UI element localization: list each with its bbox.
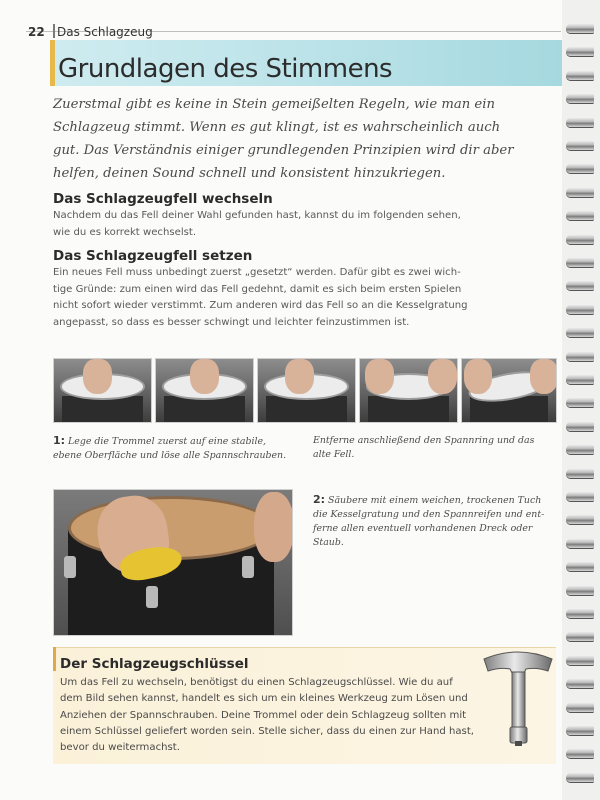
binding-ring	[566, 235, 594, 244]
text-line: dem Bild sehen kannst, handelt es sich um ein kleines Werkzeug zum Lösen und	[60, 693, 468, 705]
binding-ring	[566, 562, 594, 571]
intro-line: helfen, deinen Sound schnell und konsistent hinzukriegen.	[53, 166, 446, 181]
caption-line: ferne allen eventuell vorhandenen Dreck oder	[313, 523, 533, 534]
step-number: 1:	[53, 434, 66, 447]
binding-ring	[566, 398, 594, 407]
text-line: tige Gründe: zum einen wird das Fell gedehnt, damit es sich beim ersten Spielen	[53, 283, 462, 295]
intro-paragraph	[53, 93, 548, 185]
step-photo-4	[359, 358, 458, 423]
binding-ring	[566, 94, 594, 103]
caption-step-2	[313, 493, 553, 550]
binding-ring	[566, 24, 594, 33]
binding-ring	[566, 586, 594, 595]
section-text-change-head	[53, 208, 545, 241]
binding-ring	[566, 118, 594, 127]
section-heading-seat-head: Das Schlagzeugfell setzen	[53, 248, 253, 264]
binding-ring	[566, 679, 594, 688]
caption-line: alte Fell.	[313, 449, 355, 460]
binding-ring	[566, 141, 594, 150]
caption-line: Lege die Trommel zuerst auf eine stabile,	[68, 436, 267, 447]
caption-line: Säubere mit einem weichen, trockenen Tuch	[328, 495, 542, 506]
tip-box-text	[60, 675, 510, 756]
binding-ring	[566, 726, 594, 735]
text-line: Nachdem du das Fell deiner Wahl gefunden hast, kannst du im folgenden sehen,	[53, 210, 461, 221]
binding-ring	[566, 258, 594, 267]
drum-key-icon	[478, 645, 558, 750]
binding-ring	[566, 445, 594, 454]
tip-box-heading: Der Schlagzeugschlüssel	[60, 656, 249, 672]
binding-ring	[566, 352, 594, 361]
intro-line: gut. Das Verständnis einiger grundlegenden Prinzipien wird dir aber	[53, 143, 514, 158]
binding-ring	[566, 211, 594, 220]
caption-line: Entferne anschließend den Spannring und das	[313, 435, 535, 446]
tip-box-accent	[53, 647, 56, 671]
binding-ring	[566, 609, 594, 618]
text-line: angepasst, so dass es besser schwingt und leichter feinzustimmen ist.	[53, 316, 410, 328]
intro-line: Zuerstmal gibt es keine in Stein gemeißelten Regeln, wie man ein	[53, 97, 495, 112]
binding-ring	[566, 328, 594, 337]
caption-step-1b	[313, 434, 553, 462]
section-text-seat-head	[53, 265, 545, 331]
binding-ring	[566, 47, 594, 56]
binding-ring	[566, 281, 594, 290]
title-accent-bar	[50, 40, 55, 86]
binding-ring	[566, 515, 594, 524]
binding-ring	[566, 749, 594, 758]
binding-ring	[566, 71, 594, 80]
step-number: 2:	[313, 493, 326, 506]
binding-ring	[566, 492, 594, 501]
text-line: Ein neues Fell muss unbedingt zuerst „gesetzt“ werden. Dafür gibt es zwei wich-	[53, 267, 461, 278]
running-head: Das Schlagzeug	[57, 25, 153, 39]
binding-ring	[566, 539, 594, 548]
step-photo-3	[257, 358, 356, 423]
binding-ring	[566, 773, 594, 782]
step-photo-5	[461, 358, 557, 423]
binding-ring	[566, 632, 594, 641]
caption-line: ebene Oberfläche und löse alle Spannschrauben.	[53, 450, 287, 461]
binding-ring	[566, 188, 594, 197]
text-line: nicht sofort wieder verstimmt. Zum anderen wird das Fell so an die Kesselgratung	[53, 300, 468, 311]
caption-step-1	[53, 434, 308, 463]
text-line: einem Schlüssel geliefert worden sein. Stelle sicher, dass du einen zur Hand hast,	[60, 725, 474, 737]
section-heading-change-head: Das Schlagzeugfell wechseln	[53, 191, 273, 207]
caption-line: die Kesselgratung und den Spannreifen und ent-	[313, 509, 545, 520]
binding-ring	[566, 422, 594, 431]
binding-ring	[566, 305, 594, 314]
binding-ring	[566, 656, 594, 665]
binding-ring	[566, 703, 594, 712]
page-title: Grundlagen des Stimmens	[58, 54, 393, 84]
binding-ring	[566, 469, 594, 478]
text-line: bevor du weitermachst.	[60, 742, 180, 754]
spiral-binding	[562, 0, 600, 800]
text-line: wie du es korrekt wechselst.	[53, 226, 197, 238]
intro-line: Schlagzeug stimmt. Wenn es gut klingt, ist es wahrscheinlich auch	[53, 120, 501, 135]
page-number: 22	[28, 25, 45, 39]
step-photo-1	[53, 358, 152, 423]
caption-line: Staub.	[313, 537, 344, 548]
cleaning-photo	[53, 489, 293, 636]
text-line: Um das Fell zu wechseln, benötigst du einen Schlagzeugschlüssel. Wie du auf	[60, 677, 453, 688]
binding-ring	[566, 375, 594, 384]
text-line: Anziehen der Spannschrauben. Deine Trommel oder dein Schlagzeug sollten mit	[60, 709, 467, 721]
step-photo-2	[155, 358, 254, 423]
binding-ring	[566, 164, 594, 173]
header-divider	[53, 24, 55, 38]
